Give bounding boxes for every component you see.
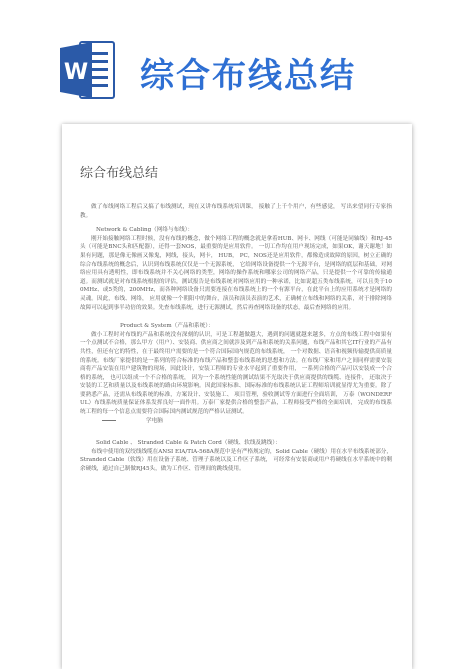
section-network-cabling-body: 刚开始接触网络工程时候，没有布线的概念，做个网络工程的概念就是拿着HUB、网卡、网线（可能是同轴线）和RJ-45头（可能是BNC头和匹配器），还得一套NOS，最重要的是应用软件。 一切工作均在用户现场完成，如果OK，谢天谢地！如果有问题，那是像无像画又像鬼，网线，接头，网卡， HUB， PC，NOS还是应用软件，都像造成故障的原因，树立正确的综合布线系统的概念后，认识到布线系统仅仅是一个无源系统， 它给网络设备提供一个无源平台，是网络的底层和基础，对网络应用具有透明性，即布线系统并不关心网络的类型，网络的操作系统和哪家公司的网络产品，只是提供一个可靠的传输通道。而测试就是对布线系统根据的评估，测试报告是布线系统对网络应用的一种承诺，比如说超五类布线系统，可以且类于100MHz、或5类的，200MHz，而各种网络设备只需要连接在布线系统上的一个有源平台，在此平台上的应用系统才是网络的灵魂。因此，布线、网络， 应用就像一个朝阳中的舞台，演员和演员表演的艺术，正确树立布线和网络的关系，对于排除网络故障可以起到事半功倍的效果。先查布线系统，进行无源测试，然后再查网络设备的状态，最后查网络的应用。: [80, 235, 392, 311]
section-product-system-body: 做小工程时对布线的产品和系统没有深刻的认识，可是工程越做越大，遇到的问题就越来越多，方点的布线工程中如果有一个点测试不合格，那么甲方（用户）、安装商、供应商之间就涉及到产品和系统的关系问题，布线产品和其它IT行业的产品有共性，但还有它的特性，在于最终用户需要的是一个符合国际国内规范的布线系统， 一个对数据、语音和视频传输提供高质量的系统。布线厂家提供的是一系列的符合标准的布线产品和整套布线系统的思想和方法。在布线厂家和用户之间同样需要安装商将产品安装在用户建筑物的现场，因此设计，安装工程师的专业水平起到了重要作用， 一系列合格的产品可以安装成一个合格的系统， 也可以组成一个不合格的系统， 因为一个系统性能的测试结果不光取决于供应商提供的线缆、连接件， 还取决于安装的工艺和质量以及布线系统的路由环境影响。因此国家标准、国际标准的布线系统认证工程师培训就显得尤为重要。除了要熟悉产品，还需从布线系统的标准，方案设计、安装施工、 项目管理，验收测试等方面进行全面培训， 万泰（WONDERFUL）布线系统质量保证体系发挥良好一面作用。万泰厂家提供合格的整套产品，工程师接受严格的全面培训， 完成的布线系统工程的每一个信息点需要符合国际国内测试规范的严格认证测试。: [80, 331, 392, 416]
section-network-cabling-heading: Network & Cabling（网络与布线）：: [96, 227, 194, 234]
banner-title: 综合布线总结: [140, 56, 356, 96]
signature-line: [102, 417, 392, 426]
signature-text: 学电脑: [146, 417, 163, 424]
section-cable-types-heading: Solid Cable 、 Stranded Cable & Patch Cord（硬线、软线及跳线）：: [96, 440, 281, 447]
header-banner: [0, 0, 474, 118]
word-logo-letter: W: [63, 60, 89, 85]
document-content: [80, 162, 392, 474]
section-product-system-heading: Product & System（产品和系统）：: [120, 323, 214, 330]
word-document-icon: [58, 38, 118, 102]
section-gap: [80, 425, 392, 433]
document-title: 综合布线总结: [80, 166, 159, 181]
signature-rule: [102, 420, 116, 421]
document-page: [62, 124, 412, 669]
section-cable-types-body: 布线中使用的双绞线线缆在ANSI EIA/TIA-568A规范中是有严格规定的，Solid Cable（硬线）用在水平布线系统部分， Stranded Cable（软线）用在设备子系统、管理子系统以及工作区子系统， 可经常有安装商或用户将硬线在水平系统中的剩余硬线，通过自己制做RJ45头，做为工作区、管理间的跳线使用。: [80, 448, 392, 473]
intro-paragraph: 做了布线网络工程后又搞了布线测试，现在又讲布线系统培训课， 接触了上千个用户，有些感觉， 写出来望同行专家指教。: [80, 204, 392, 219]
